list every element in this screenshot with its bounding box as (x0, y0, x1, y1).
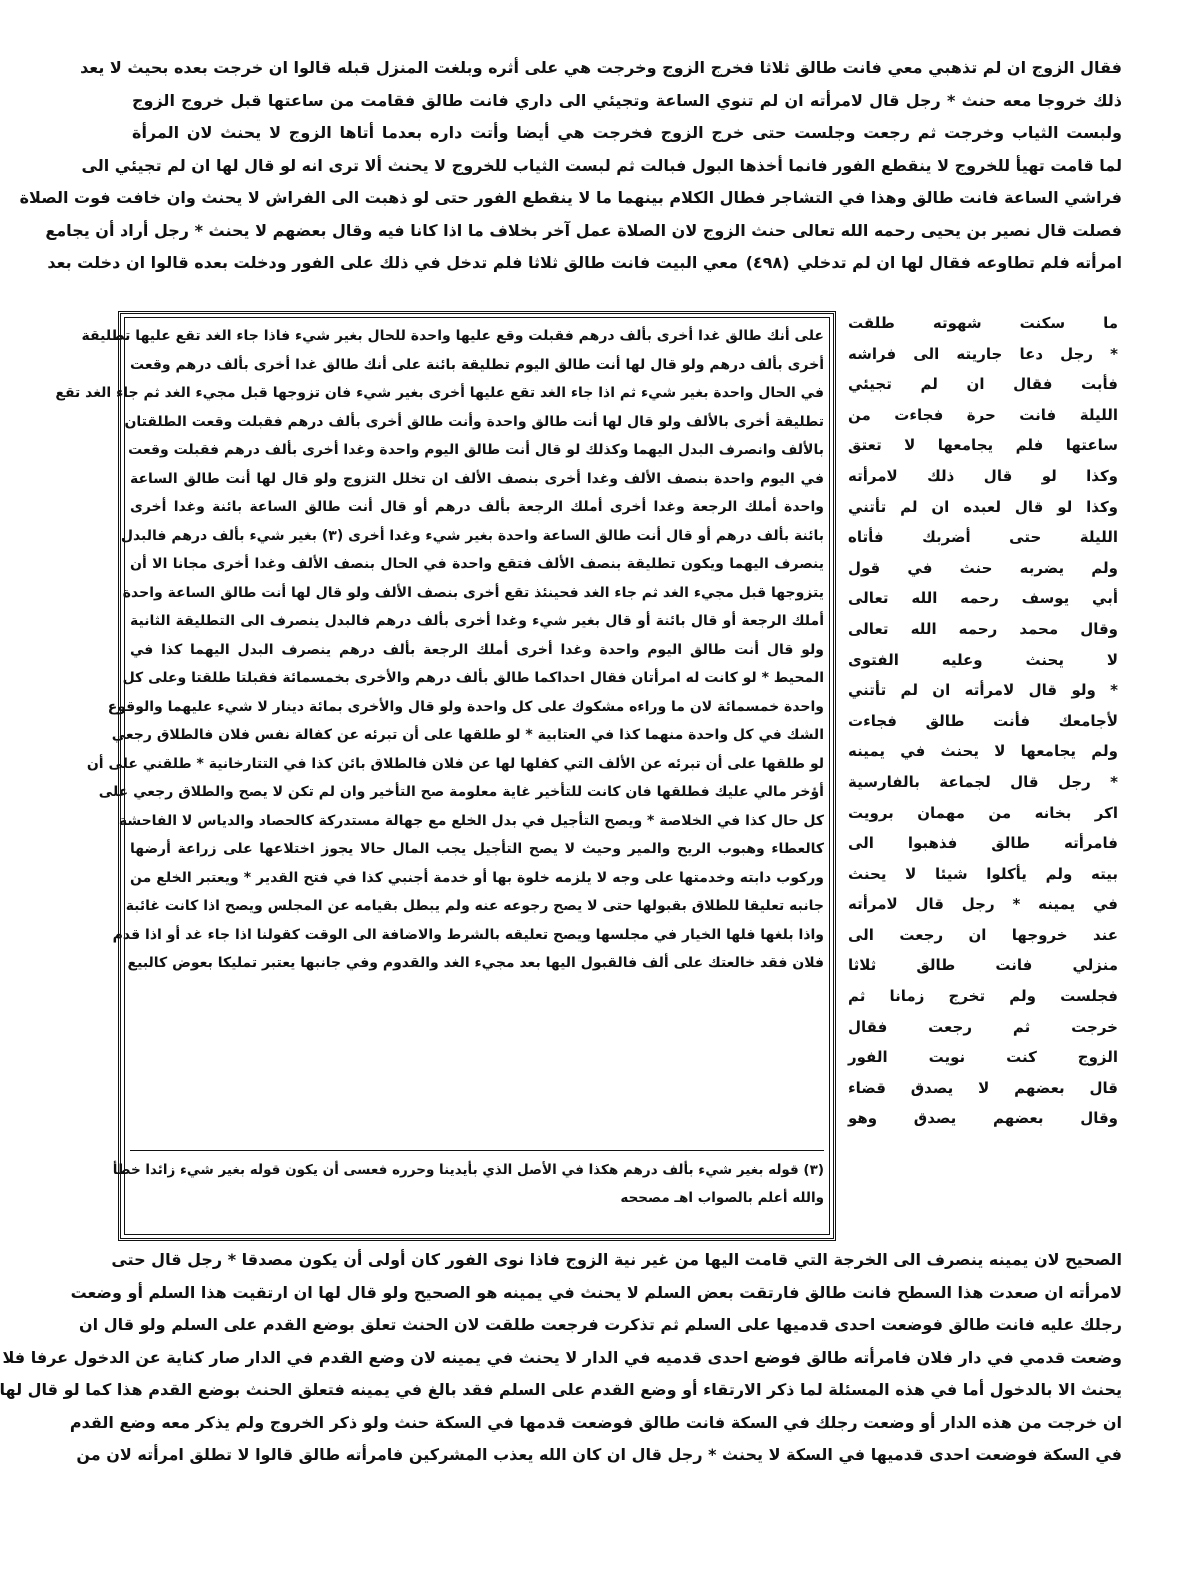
text-line: فراشي الساعة فانت طالق وهذا في التشاجر فطال الكلام بينهما ما لا ينقطع الفور حتى لو ذهبت الى الفراش لا يحنث وان خافت فوت الصلاة (19, 188, 1122, 207)
side-line: فامرأته طالق فذهبوا الى (848, 834, 1118, 853)
footnote-line: (٣) قوله بغير شيء بألف درهم هكذا في الأصل الذي بأيدينا وحرره فعسى أن يكون قوله بغير شيء زائدا خطأ (112, 1162, 824, 1178)
side-line: بيته ولم يأكلوا شيئا لا يحنث (848, 864, 1118, 883)
footnote-line: والله أعلم بالصواب اهـ مصححه (620, 1190, 824, 1206)
side-line: الليلة حتى أضربك فأتاه (848, 528, 1118, 547)
main-text-bottom (0, 1244, 1122, 1472)
side-line: أبي يوسف رحمه الله تعالى (848, 589, 1118, 608)
commentary-line: بائنة بألف درهم أو قال أنت طالق الساعة واحدة بغير شيء وغدا أخرى (٣) بغير شيء بألف درهم فالبدل (120, 527, 824, 544)
commentary-line: على أنك طالق غدا أخرى بألف درهم فقبلت وقع عليها واحدة للحال بغير شيء فاذا جاء الغد تقع عليها تطليقة (81, 328, 824, 344)
side-line: لأجامعك فأنت طالق فجاءت (848, 711, 1118, 730)
text-segment: معي البيت فانت طالق ثلاثا فلم تدخل في ذلك على الفور ودخلت بعده قالوا ان دخلت بعد (47, 253, 738, 272)
text-line: وضعت قدمي في دار فلان فامرأته طالق فوضع احدى قدميه في الدار لا يحنث في يمينه لان وضع القدم في الدار صار كناية عن الدخول عرفا فلا (2, 1347, 1122, 1367)
commentary-line: كل حال كذا في الخلاصة * ويصح التأجيل في بدل الخلع مع جهالة مستدركة كالحصاد والدياس لا الفاحشة (118, 812, 824, 829)
commentary-line (130, 1035, 824, 1064)
side-line: وقال محمد رحمه الله تعالى (848, 619, 1118, 638)
commentary-line: في اليوم واحدة بنصف الألف وغدا أخرى بنصف الألف ان تخلل التزوج ولو قال لها أنت طالق الساعة (130, 470, 824, 487)
text-line: الصحيح لان يمينه ينصرف الى الخرجة التي قامت اليها من غير نية الزوج فاذا نوى الفور كان أولى أن يكون مصدقا * رجل قال حتى (111, 1250, 1122, 1269)
text-line: فصلت قال نصير بن يحيى رحمه الله تعالى حنث الزوج لان الصلاة عمل آخر بخلاف ما اذا كانا فيه وقال بعضهم لا يحنث * رجل أراد أن يجامع (45, 220, 1122, 240)
commentary-line: أخرى بألف درهم ولو قال لها أنت طالق اليوم تطليقة بائنة على أنك طالق غدا أخرى بألف درهم وقعت (130, 356, 824, 373)
text-line: فقال الزوج ان لم تذهبي معي فانت طالق ثلاثا فخرج الزوج وخرجت هي على أثره وبلغت المنزل قبله قالوا ان خرجت بعده بحيث لا يعد (80, 58, 1122, 77)
commentary-line (130, 1092, 824, 1121)
commentary-line: بالألف وانصرف البدل اليهما وكذلك لو قال أنت طالق اليوم واحدة وغدا أخرى بألف درهم فقبلت وقعت (128, 442, 824, 458)
side-line: لا يحنث وعليه الفتوى (848, 650, 1118, 669)
side-line: وكذا لو قال ذلك لامرأته (848, 466, 1118, 485)
commentary-line: وركوب دابته وخدمتها على وجه لا يلزمه خلوة بها أو خدمة أجنبي كذا في فتح القدير * ويعتبر الخلع من (130, 869, 824, 886)
text-line: في السكة فوضعت احدى قدميها في السكة لا يحنث * رجل قال ان كان الله يعذب المشركين فامرأته طالق قالوا لا تطلق امرأته لان من (76, 1445, 1122, 1464)
commentary-line: المحيط * لو كانت له امرأتان فقال احداكما طالق بألف درهم والأخرى بخمسمائة فقبلتا طلقتا وعلى كل (122, 670, 824, 686)
side-line: ما سكنت شهوته طلقت (848, 314, 1118, 332)
footnote (112, 1156, 824, 1212)
commentary-line: الشك في كل واحدة منهما كذا في العتابية * لو طلقها على أن تبرئه عن كفالة نفس فلان فالطلاق رجعي (111, 727, 824, 743)
commentary-line: كالعطاء وهبوب الريح والمير وحيث لا يصح التأجيل يجب المال حالا يجوز اختلاعها على زراعة أرضها (130, 841, 824, 857)
side-line: * رجل دعا جاريته الى فراشه (848, 344, 1118, 363)
text-line: ان خرجت من هذه الدار أو وضعت رجلك في السكة فانت طالق فوضعت قدمها في السكة حنث ولو ذكر الخروج ولم يذكر معه وضع القدم (69, 1412, 1122, 1432)
side-line: ساعتها فلم يجامعها لا تعتق (848, 436, 1118, 455)
side-line: في يمينه * رجل قال لامرأته (848, 895, 1118, 914)
commentary-line: واحدة أملك الرجعة وغدا أخرى أملك الرجعة بألف درهم أو قال أنت طالق الساعة بائنة وغدا أخرى (130, 499, 824, 515)
side-line: قال بعضهم لا يصدق قضاء (848, 1078, 1118, 1097)
commentary-line: لو طلقها على أن تبرئه عن الألف التي كفلها لها عن فلان فالطلاق بائن كذا في التتارخانية * طلقني على أن (86, 755, 824, 772)
commentary-text (55, 322, 824, 1120)
text-line: رجلك عليه فانت طالق فوضعت احدى قدميها على السلم ثم تذكرت فرجعت طلقت لان الحنث تعلق بوضع القدم على السلم ولو قال ان (78, 1315, 1122, 1334)
footnote-divider (130, 1150, 824, 1151)
side-line: فجلست ولم تخرج زمانا ثم (848, 987, 1118, 1006)
page-number: (٤٩٨) (745, 253, 790, 272)
text-line: يحنث الا بالدخول أما في هذه المسئلة لما ذكر الارتقاء أو وضع القدم على السلم فقد بالغ في يمينه فتعلق الحنث بوضع القدم هذا كما لو قال لها (0, 1380, 1122, 1399)
commentary-line: في الحال واحدة بغير شيء ثم اذا جاء الغد تقع عليها أخرى بغير شيء فان تزوجها قبل مجيء الغد ثم جاء الغد تقع (55, 385, 824, 401)
commentary-line: يتزوجها قبل مجيء الغد ثم جاء الغد فحينئذ تقع أخرى بنصف الألف ولو قال لها أنت طالق الساعة واحدة (122, 584, 824, 601)
commentary-line (130, 1063, 824, 1092)
side-line: * ولو قال لامرأته ان لم تأتني (848, 681, 1118, 700)
commentary-line: جانبه تعليقا للطلاق بقبولها حتى لا يصح رجوعه عنه ولم يبطل بقيامه عن المجلس ويصح اذا كانت غائبة (125, 898, 824, 914)
text-line: لما قامت تهيأ للخروج لا ينقطع الفور فانما أخذها البول فبالت ثم لبست الثياب للخروج لا يحنث ألا ترى انه لو قال لها ان لم تجيئي الى (81, 155, 1122, 175)
side-column-text (848, 308, 1118, 1134)
commentary-line (130, 978, 824, 1007)
commentary-line: أملك الرجعة أو قال بائنة أو قال بغير شيء وغدا أخرى بألف درهم فالبدل ينصرف الى التطليقة الثانية (130, 613, 824, 629)
commentary-line: واحدة خمسمائة لان ما وراءه مشكوك على كل واحدة ولو قال والأخرى بمائة دينار لا شيء عليهما والوقوع (107, 698, 824, 715)
side-line: الليلة فانت حرة فجاءت من (848, 405, 1118, 424)
text-line-with-page-number (47, 247, 1122, 280)
side-line: منزلي فانت طالق ثلاثا (848, 956, 1118, 975)
side-line: * رجل قال لجماعة بالفارسية (848, 772, 1118, 791)
side-line: ولم يجامعها لا يحنث في يمينه (848, 742, 1118, 761)
commentary-line: تطليقة أخرى بالألف ولو قال لها أنت طالق واحدة وأنت طالق أخرى بألف درهم فقبلت وقعت الطلقتان (124, 413, 824, 430)
side-line: وكذا لو قال لعبده ان لم تأتني (848, 497, 1118, 516)
commentary-line: أؤخر مالي عليك فطلقها فان كانت للتأخير غاية معلومة صح التأخير وان لم تكن لا يصح والطلاق رجعي على (98, 784, 824, 800)
side-line: اكر بخانه من مهمان برويت (848, 803, 1118, 822)
side-line: ولم يضربه حنث في قول (848, 558, 1118, 577)
main-text-top (19, 52, 1122, 280)
commentary-line: ولو قال أنت طالق اليوم واحدة وغدا أخرى أملك الرجعة بألف درهم ينصرف البدل اليهما كذا في (130, 641, 824, 658)
side-line: فأبت فقال ان لم تجيئي (848, 375, 1118, 394)
text-line: ذلك خروجا معه حنث * رجل قال لامرأته ان لم تنوي الساعة وتجيئي الى داري فانت طالق فقامت من ساعتها قبل خروج الزوج (132, 90, 1122, 110)
commentary-line: ينصرف اليهما ويكون تطليقة بنصف الألف فتقع واحدة في الحال بنصف الألف وغدا أخرى مجانا الا أن (130, 556, 824, 572)
commentary-line (130, 1006, 824, 1035)
side-line: وقال بعضهم يصدق وهو (848, 1109, 1118, 1128)
text-line: لامرأته ان صعدت هذا السطح فانت طالق فارتقت بعض السلم لا يحنث في يمينه هو الصحيح ولو قال لها ان ارتقيت هذا السلم أو وضعت (70, 1282, 1122, 1302)
commentary-line: واذا بلغها فلها الخيار في مجلسها ويصح تعليقه بالشرط والاضافة الى الوقت كقولنا اذا جاء غد أو اذا قدم (112, 926, 824, 943)
text-segment: امرأته فلم تطاوعه فقال لها ان لم تدخلي (797, 253, 1122, 272)
commentary-line: فلان فقد خالعتك على ألف فالقبول اليها بعد مجيء الغد والقدوم وفي جانبها يعتبر تمليكا بعوض كالبيع (127, 955, 824, 971)
side-line: خرجت ثم رجعت فقال (848, 1017, 1118, 1036)
side-line: عند خروجها ان رجعت الى (848, 925, 1118, 944)
text-line: ولبست الثياب وخرجت ثم رجعت وجلست حتى خرج الزوج فخرجت هي أيضا وأتت داره بعدما أتاها الزوج لا يحنث لان المرأة (132, 123, 1122, 142)
side-line: الزوج كنت نويت الفور (848, 1048, 1118, 1067)
